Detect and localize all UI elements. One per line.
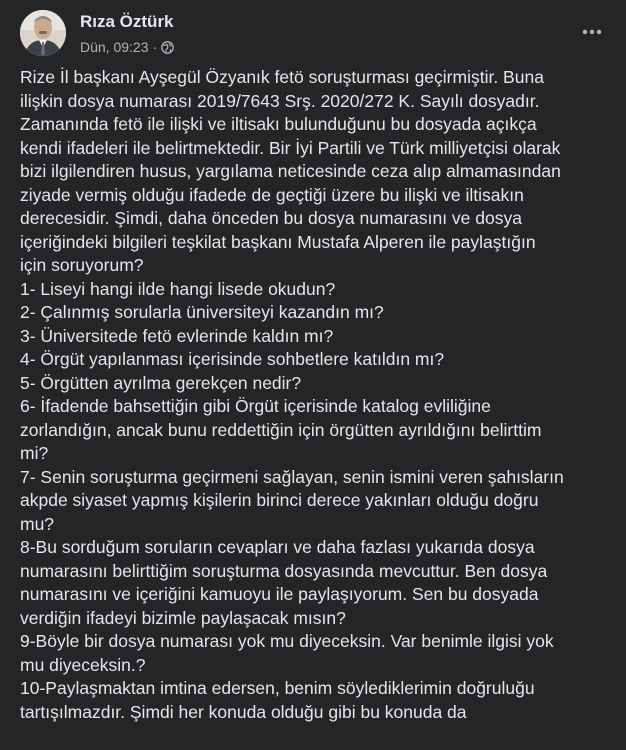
post-text-line: kendi ifadeleri ile belirtmektedir. Bir İyi Partili ve Türk milliyetçisi olarak [20,137,561,158]
post-text-line: verdiğin ifadeyi bizimle paylaşacak mısın? [20,607,346,628]
post-text-line: Rize İl başkanı Ayşegül Özyanık fetö soruşturması geçirmiştir. Buna [20,67,544,87]
post-text-line: mu diyeceksin.? [20,654,146,675]
profile-photo-icon [20,10,66,56]
post-text-line: 3- Üniversitede fetö evlerinde kaldın mı? [20,325,334,346]
post-text-line: 2- Çalınmış sorularla üniversiteyi kazandın mı? [20,302,384,322]
post-header [20,10,610,60]
post-text-line: tartışılmazdır. Şimdi her konuda olduğu gibi bu konuda da [20,701,467,722]
meta-separator: · [152,39,158,55]
post-text-line: mu? [20,513,55,534]
post-text-line: Zamanında fetö ile ilişki ve iltisakı bulunduğunu bu dosyada açıkça [20,114,537,134]
globe-icon[interactable] [161,41,174,54]
post-text-line: derecesidir. Şimdi, daha önceden bu dosya numarasını ve dosya [20,208,522,228]
post-meta [80,38,174,56]
post-text-line: 6- İfadende bahsettiğin gibi Örgüt içerisinde katalog evliliğine [20,396,491,416]
post-text-line: içeriğindeki bilgileri teşkilat başkanı Mustafa Alperen ile paylaştığın [20,231,536,252]
more-options-button[interactable] [574,14,610,50]
post-text-line: için soruyorum? [20,255,144,275]
post-text-line: bizi ilgilendiren husus, yargılama neticesinde ceza alıp almamasından [20,161,561,181]
author-avatar[interactable] [20,10,66,56]
post-text-line: zorlandığın, ancak bunu reddettiğin için örgütten ayrıldığını belirttim [20,419,542,440]
post-text-line: numarasını ve içeriğini kamuoyu ile paylaşıyorum. Sen bu dosyada [20,584,539,604]
post-text-line: ilişkin dosya numarası 2019/7643 Srş. 2020/272 K. Sayılı dosyadır. [20,90,540,111]
post-text-line: 8-Bu sorduğum soruların cevapları ve daha fazlası yukarıda dosya [20,537,535,557]
post-text [20,66,616,724]
post-text-line: numarasını belirttiğim soruşturma dosyasında mevcuttur. Ben dosya [20,560,548,581]
post-timestamp[interactable]: Dün, 09:23 [80,39,149,55]
post-text-line: ziyade vermiş olduğu ifadede de geçtiği üzere bu ilişki ve iltisakın [20,184,524,205]
post-text-line: 5- Örgütten ayrılma gerekçen nedir? [20,372,302,393]
post-text-line: akpde siyaset yapmış kişilerin birinci derece yakınları olduğu doğru [20,490,539,510]
post-text-line: mi? [20,443,49,463]
post-text-line: 10-Paylaşmaktan imtina edersen, benim söylediklerimin doğruluğu [20,678,535,698]
post-text-line: 7- Senin soruşturma geçirmeni sağlayan, senin ismini veren şahısların [20,466,564,487]
more-options-icon [582,29,602,35]
post-text-line: 9-Böyle bir dosya numarası yok mu diyeceksin. Var benimle ilgisi yok [20,631,554,651]
post-text-line: 1- Liseyi hangi ilde hangi lisede okudun? [20,278,336,299]
post-text-line: 4- Örgüt yapılanması içerisinde sohbetlere katıldın mı? [20,349,445,369]
author-name[interactable]: Rıza Öztürk [80,12,174,31]
